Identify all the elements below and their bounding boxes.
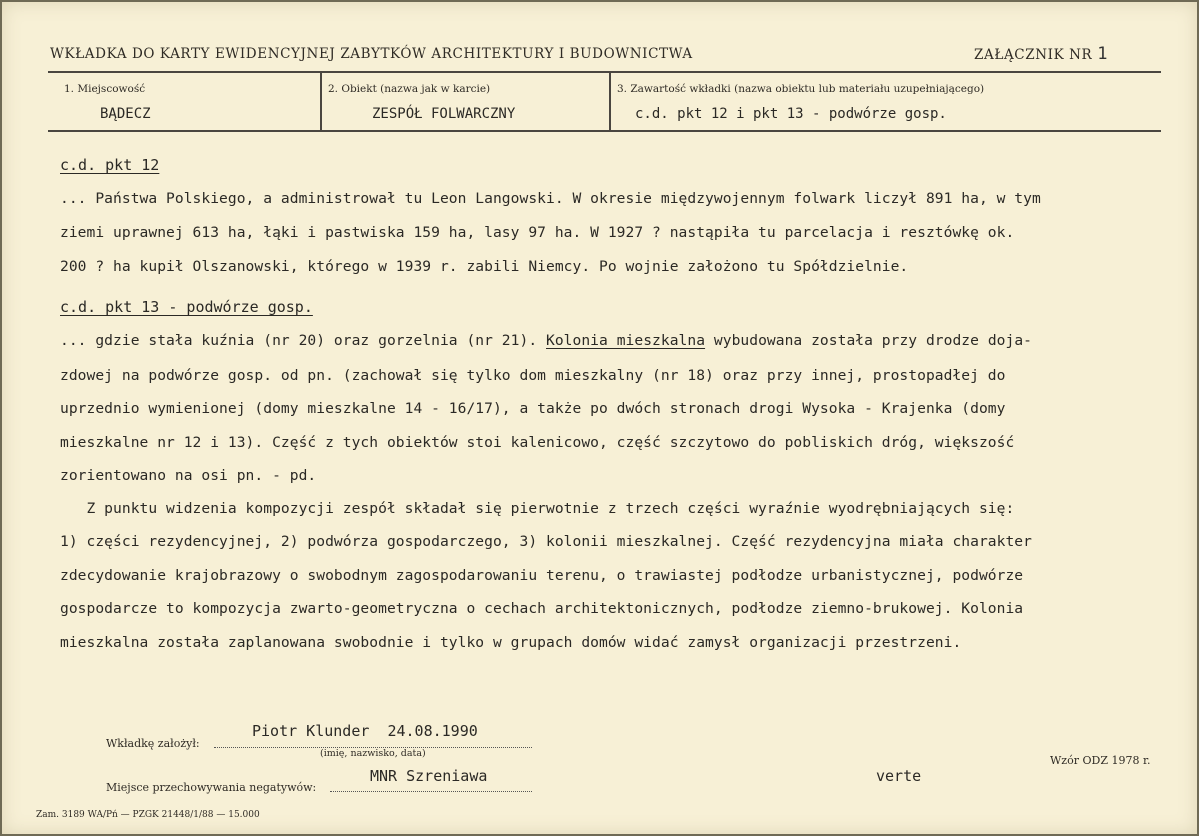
annex-label-text: ZAŁĄCZNIK NR: [974, 47, 1093, 63]
annex-label: [974, 44, 1108, 64]
text-line: uprzednio wymienionej (domy mieszkalne 14 - 16/17), a także po dwóch stronach drogi Wysoka - Krajenka (domy: [60, 400, 1006, 417]
column-value-locality: BĄDECZ: [100, 106, 151, 122]
column-divider-2: [609, 73, 611, 131]
text-line: ziemi uprawnej 613 ha, łąki i pastwiska 159 ha, lasy 97 ha. W 1927 ? nastąpiła tu parcelacja i resztówkę ok.: [60, 224, 1015, 241]
author-label: Wkładkę założył:: [106, 737, 200, 750]
section-heading-pkt13: c.d. pkt 13 - podwórze gosp.: [60, 298, 313, 316]
column-label-object: 2. Obiekt (nazwa jak w karcie): [328, 83, 491, 95]
author-caption: (imię, nazwisko, data): [320, 748, 426, 759]
text-line: Z punktu widzenia kompozycji zespół składał się pierwotnie z trzech części wyraźnie wyodrębniających się:: [60, 500, 1015, 517]
text-line: mieszkalna została zaplanowana swobodnie i tylko w grupach domów widać zamysł organizacji przestrzeni.: [60, 634, 962, 651]
underlined-phrase: Kolonia mieszkalna: [546, 332, 706, 349]
annex-number: 1: [1097, 44, 1109, 64]
top-rule: [48, 71, 1161, 73]
text-segment: ... gdzie stała kuźnia (nr 20) oraz gorzelnia (nr 21).: [60, 332, 546, 349]
print-info: Zam. 3189 WA/Pń — PZGK 21448/1/88 — 15.000: [36, 810, 260, 820]
section-heading-pkt12: c.d. pkt 12: [60, 156, 160, 174]
verte-label: verte: [876, 767, 922, 785]
negatives-dotted-line: [330, 791, 532, 792]
text-line: mieszkalne nr 12 i 13). Część z tych obiektów stoi kalenicowo, część szczytowo do pobliskich dróg, większość: [60, 434, 1015, 451]
text-segment: wybudowana została przy drodze doja-: [705, 332, 1033, 349]
form-model: Wzór ODZ 1978 r.: [1050, 754, 1151, 767]
form-title: WKŁADKA DO KARTY EWIDENCYJNEJ ZABYTKÓW ARCHITEKTURY I BUDOWNICTWA: [50, 46, 693, 62]
column-label-contents: 3. Zawartość wkładki (nazwa obiektu lub materiału uzupełniającego): [617, 83, 985, 95]
negatives-value: MNR Szreniawa: [370, 767, 488, 785]
text-line: zdecydowanie krajobrazowy o swobodnym zagospodarowaniu terenu, o trawiastej podłodze urbanistycznej, podwórze: [60, 567, 1024, 584]
header-bottom-rule: [48, 130, 1161, 132]
column-label-locality: 1. Miejscowość: [64, 83, 146, 95]
author-value: Piotr Klunder 24.08.1990: [252, 722, 478, 740]
text-line: 1) części rezydencyjnej, 2) podwórza gospodarczego, 3) kolonii mieszkalnej. Część rezydencyjna miała charakter: [60, 533, 1032, 550]
negatives-label: Miejsce przechowywania negatywów:: [106, 781, 317, 794]
column-divider-1: [320, 73, 322, 131]
column-value-contents: c.d. pkt 12 i pkt 13 - podwórze gosp.: [635, 106, 947, 122]
form-sheet: [2, 2, 1197, 834]
text-line: ... Państwa Polskiego, a administrował tu Leon Langowski. W okresie międzywojennym folwark liczył 891 ha, w tym: [60, 190, 1041, 207]
text-line: gospodarcze to kompozycja zwarto-geometryczna o cechach architektonicznych, podłodze ziemno-brukowej. Kolonia: [60, 600, 1024, 617]
text-line: 200 ? ha kupił Olszanowski, którego w 1939 r. zabili Niemcy. Po wojnie założono tu Spółdzielnie.: [60, 258, 909, 275]
text-line-with-underline: [60, 332, 1032, 349]
column-value-object: ZESPÓŁ FOLWARCZNY: [372, 106, 516, 122]
text-line: zorientowano na osi pn. - pd.: [60, 467, 317, 484]
text-line: zdowej na podwórze gosp. od pn. (zachował się tylko dom mieszkalny (nr 18) oraz przy innej, prostopadłej do: [60, 367, 1006, 384]
